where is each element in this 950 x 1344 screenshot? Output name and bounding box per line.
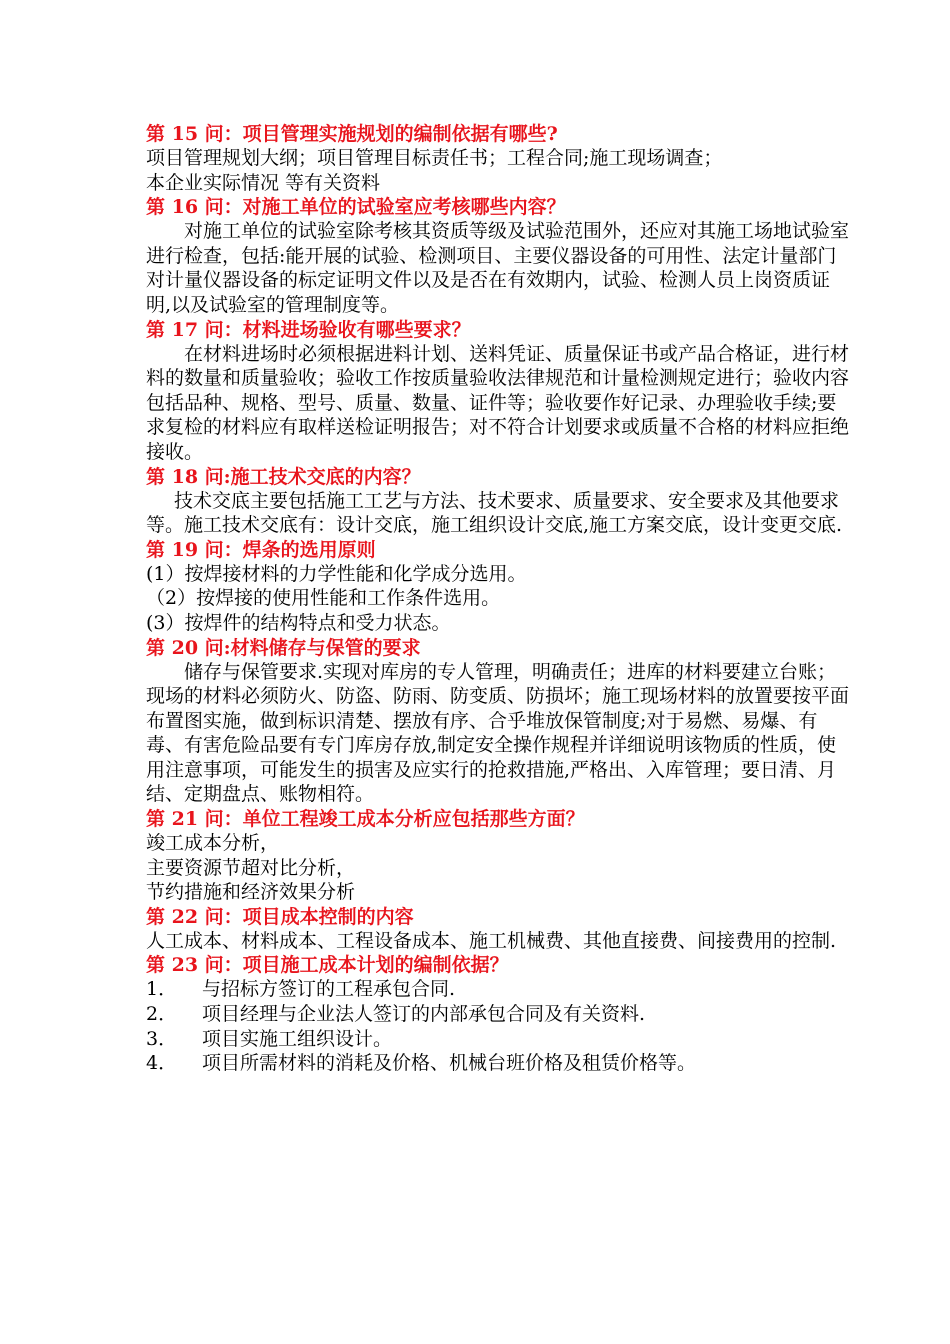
question-19-heading: 第 19 问：焊条的选用原则 [146, 538, 376, 561]
question-18-heading: 第 18 问:施工技术交底的内容？ [146, 465, 421, 488]
list-item [146, 1051, 850, 1076]
list-item [146, 977, 850, 1002]
answer-16-paragraph: 对施工单位的试验室除考核其资质等级及试验范围外，还应对其施工场地试验室进行检查，包括:能开展的试验、检测项目、主要仪器设备的可用性、法定计量部门对计量仪器设备的标定证明文件以及是否在有效期内，试验、检测人员上岗资质证明,以及试验室的管理制度等。 [146, 220, 850, 316]
list-item-text: 项目所需材料的消耗及价格、机械台班价格及租赁价格等。 [202, 1052, 697, 1075]
question-21-heading: 第 21 问：单位工程竣工成本分析应包括那些方面？ [146, 808, 585, 831]
list-item [146, 1027, 850, 1052]
question-22-heading: 第 22 问：项目成本控制的内容 [146, 905, 414, 928]
question-17-heading: 第 17 问：材料进场验收有哪些要求？ [146, 318, 471, 341]
list-item-text: 项目实施工组织设计。 [202, 1027, 393, 1050]
question-16-heading: 第 16 问：对施工单位的试验室应考核哪些内容？ [146, 196, 566, 219]
answer-20-paragraph: 储存与保管要求.实现对库房的专人管理，明确责任；进库的材料要建立台账；现场的材料必须防火、防盗、防雨、防变质、防损坏；施工现场材料的放置要按平面布置图实施，做到标识清楚、摆放有序、合乎堆放保管制度;对于易燃、易爆、有毒、有害危险品要有专门库房存放,制定安全操作规程并详细说明该物质的性质，使用注意事项，可能发生的损害及应实行的抢救措施,严格出、入库管理；要日清、月结、定期盘点、账物相符。 [146, 660, 850, 806]
answer-23-list [146, 977, 850, 1075]
answer-19-line-1: (1）按焊接材料的力学性能和化学成分选用。 [146, 562, 527, 585]
list-item [146, 1002, 850, 1027]
answer-15-line-2: 本企业实际情况 等有关资料 [146, 171, 381, 194]
list-item-number: 2． [146, 1003, 178, 1026]
question-20-heading: 第 20 问:材料储存与保管的要求 [146, 636, 421, 659]
list-item-text: 项目经理与企业法人签订的内部承包合同及有关资料. [202, 1003, 646, 1026]
answer-15-line-1: 项目管理规划大纲；项目管理目标责任书；工程合同;施工现场调查； [146, 147, 723, 169]
answer-22-paragraph: 人工成本、材料成本、工程设备成本、施工机械费、其他直接费、间接费用的控制. [146, 929, 837, 952]
answer-19-line-2: （2）按焊接的使用性能和工作条件选用。 [146, 587, 501, 610]
list-item-number: 1． [146, 978, 178, 1001]
answer-19-line-3: (3）按焊件的结构特点和受力状态。 [146, 611, 451, 634]
answer-21-line-2: 主要资源节超对比分析， [146, 856, 356, 879]
question-23-heading: 第 23 问：项目施工成本计划的编制依据？ [146, 954, 509, 977]
question-15-heading: 第 15 问：项目管理实施规划的编制依据有哪些? [146, 123, 558, 145]
answer-21-line-3: 节约措施和经济效果分析 [146, 881, 356, 904]
answer-18-paragraph: 技术交底主要包括施工工艺与方法、技术要求、质量要求、安全要求及其他要求等。施工技术交底有：设计交底，施工组织设计交底,施工方案交底，设计变更交底. [146, 489, 843, 537]
list-item-number: 4． [146, 1052, 178, 1075]
list-item-number: 3． [146, 1027, 178, 1050]
list-item-text: 与招标方签订的工程承包合同. [202, 978, 456, 1001]
answer-21-line-1: 竣工成本分析， [146, 832, 280, 855]
answer-17-paragraph: 在材料进场时必须根据进料计划、送料凭证、质量保证书或产品合格证，进行材料的数量和质量验收；验收工作按质量验收法律规范和计量检测规定进行；验收内容包括品种、规格、型号、质量、数量、证件等；验收要作好记录、办理验收手续;要求复检的材料应有取样送检证明报告；对不符合计划要求或质量不合格的材料应拒绝接收。 [146, 342, 850, 463]
